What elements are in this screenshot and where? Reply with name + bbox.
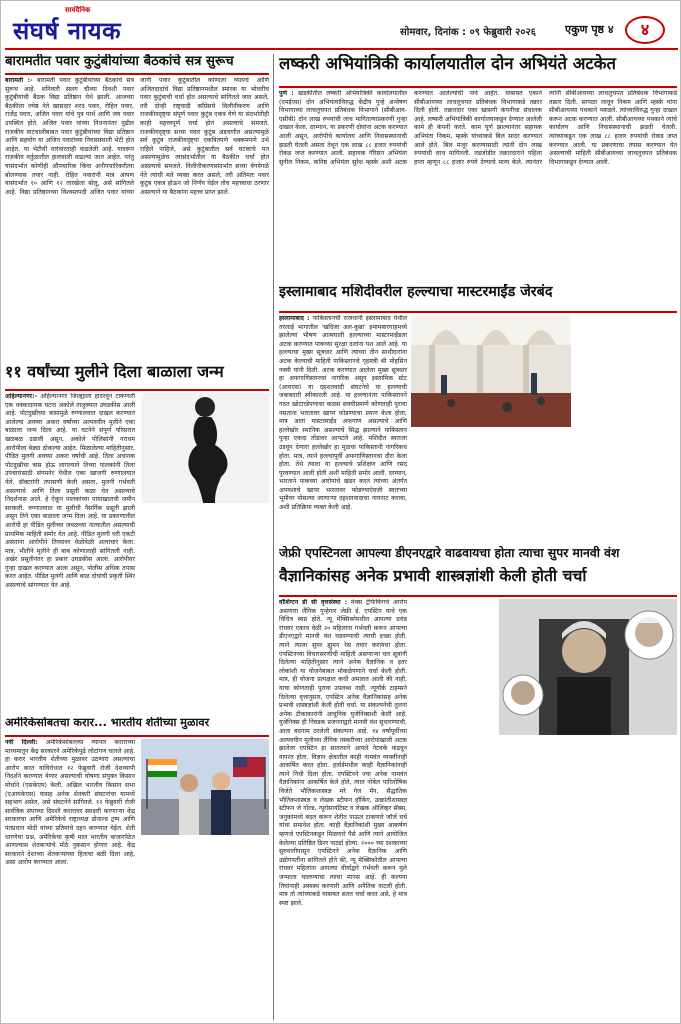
article-4-body bbox=[279, 90, 677, 270]
article-4-headline-box bbox=[279, 54, 677, 88]
article-6-headline-box bbox=[279, 546, 677, 568]
article-5-headline: इस्लामाबाद मशिदीवरील हल्ल्याचा मास्टरमाईंड जेरबंद bbox=[279, 284, 553, 300]
flags-leaders-icon bbox=[141, 739, 269, 835]
mosque-attack-image bbox=[411, 315, 571, 427]
article-6-dateline: वॉशिंग्टन डी सी वृत्तसंस्था : bbox=[279, 599, 348, 606]
article-6-body-mid bbox=[411, 599, 495, 1019]
article-3-headline-box bbox=[5, 717, 269, 737]
article-6-headline: जेफ्री एपस्टिनला आपल्या डीएनएद्वारे वाढवायचा होता त्याचा सुपर मानवी वंश bbox=[279, 546, 620, 560]
article-2-headline: ११ वर्षांच्या मुलीने दिला बाळाला जन्म bbox=[5, 363, 224, 381]
article-3-text: अमेरिकेसोबतच्या व्यापार कराराच्या माध्यमातून केंद्र सरकारने अमेरिकेपुढे लोटांगण घातले आहे. हा करार भारतीय शेतीच्या मुळावर उठणारा असल्याचा आरोप करत याविरोधात १२ फेब्रुवारी रोजी देशव्यापी निदर्शने करण्यात येणार असल्याची घोषणा संयुक्त किसान मोर्चाने (एसकेएम) केली. अखिल भारतीय किसान सभा (एआयकेएस) यासह अनेक शेतकरी संघटनांचा यामध्ये सहभाग असेल, असे संघटनेने सांगितले. १२ फेब्रुवारी रोजी सार्वत्रिक संपाच्या दिवशी करारावर स्वाक्षरी करणाऱ्या केंद्र सरकारचा आणि अमेरिकेचे राष्ट्राध्यक्ष डोनाल्ड ट्रम्प आणि पंतप्रधान मोदी यांच्या प्रतिमांचे दहन करण्यात येईल. शेती धारणेचा प्रश्न, अमेरिकेचा कृषी माल भारतीय बाजारपेठेत आणल्यास शेतकऱ्यांचे मोठे नुकसान होणार आहे. केंद्र सरकारने देशाच्या शेतकऱ्यांच्या हिताचा बळी दिला आहे, असा आरोप करण्यात आला. bbox=[5, 739, 135, 867]
page-number-badge: ४ bbox=[625, 16, 665, 44]
article-6-body-left bbox=[279, 599, 407, 1019]
article-5-rule bbox=[279, 311, 677, 313]
article-4-dateline: पुणे : bbox=[279, 90, 294, 97]
total-pages: एकुण पृष्ठ ४ bbox=[565, 23, 614, 36]
epstein-photo-collage bbox=[499, 599, 677, 735]
column-divider bbox=[273, 54, 274, 1020]
issue-date: सोमवार, दिनांक : ०९ फेब्रुवारी २०२६ bbox=[400, 27, 536, 38]
article-4-rule bbox=[279, 86, 677, 88]
article-3-body bbox=[5, 739, 135, 1019]
article-2-headline-box bbox=[5, 363, 269, 389]
silhouette-icon bbox=[141, 393, 269, 503]
newspaper-logo bbox=[7, 6, 157, 46]
article-1-headline: बारामतीत पवार कुटुंबीयांच्या बैठकांचे सत्र सुरूच bbox=[5, 54, 234, 69]
article-5-body-mid bbox=[411, 431, 571, 531]
article-4-text: खडकीतील लष्करी अभियांत्रिकी कार्यालयातील (एमईएस) दोन अभियंत्यांविरुद्ध केंद्रीय गुन्हे अन्वेषण विभागाच्या लाचलुचपत प्रतिबंधक विभागाने (सीबीआय-एसीबी) दोन लाख रुपयांची लाच मागितल्याप्रकरणी गुन्हा दाखल केला. दरम्यान, या प्रकरणी दोघांना अटक करण्यात आली असून, आरोपीचे कार्यालय आणि निवासस्थानाची झडती घेतली असता तेथून एक लाख ८८ हजार रुपयांची रोकड जप्त करण्यात आली. सहायक गॅरिसन अभियंता सुनील निकम, कनिष्ठ अभियंता सुरेश म्हस्के अशी अटक करण्यात आलेल्यांची नावे आहेत. याबाबत एकाने सीबीआयच्या लाचलुचपत प्रतिबंधक विभागाकडे तक्रार दिली होती. तक्रारदार एका खासगी कंपनीचा संचालक आहे. लष्करी अभियांत्रिकी कार्यालयाकडून देण्यात आलेली कामे ही कंपनी करते. काम पूर्ण झाल्यानंतर सहायक अभियंता निकम, म्हस्के यांच्याकडे बिल सादर करण्यात आले होते. बिल मंजूर करण्यासाठी त्यांनी दोन लाख रुपयांची लाच मागितली. तडजोडीत तक्रारदाराने पहिला हप्ता म्हणून ८८ हजार रुपये देण्याचे मान्य केले. त्यानंतर त्यांनी सीबीआयच्या लाचलुचपत प्रतिबंधक विभागाकडे तक्रार दिली. सापळा लावून निकम आणि म्हस्के यांना सीबीआयच्या पथकाने पकडले. त्यांच्याविरुद्ध गुन्हा दाखल करून अटक करण्यात आली. सीबीआयच्या पथकाने त्यांचे कार्यालय आणि निवासस्थानाची झडती घेतली. त्यांच्याकडून एक लाख ८८ हजार रुपयांची रोकड जप्त करण्यात आली. या प्रकरणाचा तपास करण्यात येत असल्याची माहिती सीबीआयच्या लाचलुचपत प्रतिबंधक विभागाकडून देण्यात आली. bbox=[279, 90, 677, 166]
article-5-text: पाकिस्तानची राजधानी इस्लामाबाद येथील तरलाई भागातील 'खदिजा अल-कुब्रा' इमामबारगाहमध्ये झालेल्या भीषण आत्मघाती हल्ल्याच्या मास्टरमाईंडला अटक करण्यात पाकच्या सुरक्षा दलांना यश आले आहे. या हल्ल्याचा मुख्य सूत्रधार आणि त्याच्या तीन साथीदारांना अटक केल्याची माहिती पाकिस्तानचे गृहमंत्री श्री मोहसिन नक्वी यांनी दिली. अटक करण्यात आलेला मुख्य सूत्रधार हा अफगाणिस्तानचा नागरिक असून इस्लामिक स्टेट (आयएस) या दहशतवादी संघटनेचे या हल्ल्याची जबाबदारी स्वीकारली आहे. या हल्ल्यानंतर पाकिस्तानने गठत खोटारडेपणाचा कळस सवयीप्रमाणे कोणताही पुरावा नसताना भारतावर खापर फोडण्याचा प्रयत्न केला होता; मात्र आता मास्टरमाईंड अफगाण असल्याचे आणि हल्लेखोर स्थानिक असल्याचे सिद्ध झाल्याने पाकिस्तान पुन्हा एकदा तोंडावर आपटले आहे. मशिदीत स्वतःला उडवून देणारा हल्लेखोर हा मूळचा पाकिस्तानी नागरिकच होता. मात्र, त्याने हल्ल्यापूर्वी अफगाणिस्तानचा दौरा केला होता. तेथे त्याला या हल्ल्याचे प्रशिक्षण आणि रसद पुरवण्यात आली होती अशी माहिती समोर आली. दरम्यान, भारताने पाकच्या आरोपांचे खंडन करत त्यांच्या अंतर्गत अपयशाचे खापर भारतावर फोडण्याऐवजी स्वतःच्या भूमीवर पोसल्या जाणाऱ्या दहशतवादाचा नायनाट करावा, अशी प्रतिक्रिया व्यक्त केली आहे. bbox=[279, 315, 407, 512]
article-1-rule bbox=[5, 73, 269, 75]
masthead-tag: सायंदैनिक bbox=[65, 6, 91, 14]
article-6-subheadline-box bbox=[279, 567, 677, 595]
article-3-dateline: नवी दिल्ली: bbox=[5, 739, 38, 746]
article-2-body-right bbox=[141, 506, 269, 711]
article-5-body-left bbox=[279, 315, 407, 531]
portraits-icon bbox=[499, 599, 677, 735]
article-1-body bbox=[5, 77, 269, 357]
pregnant-silhouette-image bbox=[141, 393, 269, 503]
article-6-subheadline: वैज्ञानिकांसह अनेक प्रभावी शास्त्रज्ञांशी केली होती चर्चा bbox=[279, 567, 587, 585]
article-3-body-right bbox=[141, 839, 269, 1019]
article-5-dateline: इस्लामाबाद : bbox=[279, 315, 310, 322]
article-3-rule bbox=[5, 735, 269, 737]
masthead bbox=[5, 4, 678, 50]
article-2-dateline: अहिल्यानगर:- bbox=[5, 393, 38, 400]
article-2-body-left bbox=[5, 393, 135, 713]
newspaper-title: संघर्ष नायक bbox=[13, 17, 122, 45]
article-1-text: बारामती पवार कुटुंबीयांच्या बैठकांचे सत्र सुरूच आहे. शनिवारी सलग चौथ्या दिवशी पवार कुटुंबीयांची बैठक विद्या प्रतिष्ठान येथे झाली. आजच्या बैठकीला ज्येष्ठ नेते खासदार शरद पवार, रोहित पवार, राजेंद्र पवार, अजित पवार यांचे पुत्र पार्थ आणि जय पवार उपस्थित होते. अजित पवार यांच्या निधनानंतर पुढील राजकीय वाटचालीबाबत पवार कुटुंबीयांच्या विद्या प्रतिष्ठान आणि सहयोग या अजित पवारांच्या निवासस्थानी भेटी होत आहेत. या भेटीची वारंवारताही वाढलेली आहे. यावरून राजकीय वर्तुळातील हालचाली वाढल्या जात आहेत. परंतु यासंदर्भात कोणीही औपचारिक किंवा अनौपचारिकरीत्या बोलण्यास तयार नाही. रोहित पवारांनी मात्र आपण यासंदर्भात १० आणि १२ तारखेला बोलू, असे सांगितले आहे. विद्या प्रतिष्ठानच्या विश्वस्तपदी अजित पवार यांच्या जागी पवार कुटुंबातील कोणाला घ्यायचे आणि अजितदादांचे विद्या प्रतिष्ठानमधील स्मारक या भोवतीच पवार कुटुंबाची चर्चा होत असल्याचे सांगितले जात असले, तरी दोन्ही राष्ट्रवादी काँग्रेसचे विलीनीकरण आणि राजकीयदृष्ट्या संपूर्ण पवार कुटुंब एकत्र येणे या संदर्भातीही काही महत्त्वपूर्ण चर्चा होत असल्याचे समजते. राजकीयदृष्ट्या सध्या पवार कुटुंब अडचणीत असल्यामुळे सर्व कुटुंब राजकीयदृष्ट्या एकत्रितपणे भक्कमपणे उभे राहिले पाहिजे, असे कुटुंबातील सर्व घटकांचे मत असल्यामुळेच त्यासंदर्भातील या बैठकीत चर्चा होत असल्याचे समजते. विलीनीकरणासंदर्भात सध्या वेगवेगळे नेते त्यांची मते व्यक्त करत असले, तरी अतिमतः पवार कुटुंब एकत्र होऊन जो निर्णय घेईल तोच महत्त्वाचा ठरणार असल्याने या बैठकांना महत्त्व प्राप्त झाले. bbox=[5, 77, 269, 196]
article-6-body-right bbox=[499, 739, 677, 1019]
article-3-headline: अमेरिकेसोबतचा करार... भारतीय शेतीच्या मुळावर bbox=[5, 717, 210, 729]
article-5-body-right bbox=[575, 315, 677, 531]
article-1-dateline: बारामती :- bbox=[5, 77, 33, 84]
article-6-text: मेक्स ट्रेफिकिंगचे आरोप असणारा लैंगिक गुन्हेगार जेफ्री ई. एपस्टिन याचे एक विचित्र स्वप्न होते. न्यू मेक्सिकोमधील आपल्या प्रचंड रांचवर एकाच वेळी २० महिलांना गर्भवती करून आपल्या डीएनएद्वारे मानवी वंश घडवण्याची त्याची इच्छा होती. त्याने त्याला सुपर ह्युमन रेस तयार करायचा होता. एपस्टिनच्या विचारसरणीची माहिती असणाऱ्या चार सूत्रांनी दिलेल्या माहितीनुसार त्याने अनेक वैज्ञानिक व इतर लोकांशी या योजनेबाबत मोकळेपणाने चर्चा केली होती. मात्र, ही योजना प्रत्यक्षात कधी अमलात आली की नाही, याचा कोणताही पुरावा उपलब्ध नाही. न्यूयॉर्क टाइम्सने दिलेल्या वृत्तानुसार, एपस्टिन अनेक वैज्ञानिकांसह अनेक प्रभावी शास्त्रज्ञांशी केली होती चर्चा. या संकल्पनेची तुलना अनेक टीकाकारांनी आधुनिक युजेनिक्सशी केली आहे. युजेनिक्स ही निवडक प्रजननाद्वारे मानवी वंश सुधारण्याची, आता बदनाम ठरलेली संकल्पना आहे. १४ वर्षांपूर्वीच्या अल्पवयीन मुलीच्या लैंगिक तस्करीच्या आरोपांखाली अटक झालेला एपस्टिन हा सातत्याने आपले नेटवर्क वाढवून वापरत होता. विज्ञान क्षेत्रातील काही नामवंत व्यक्तींनाही आकर्षित करत होता. हार्वर्डमधील काही वैज्ञानिकांनाही त्याने निधी दिला होता. एपस्टिनने ज्या अनेक नामवंत वैज्ञानिकांना आकर्षित केले होते, त्यात नोबेल पारितोषिक विजेते भौतिकशास्त्रज्ञ मरे गेल मॅन, सैद्धांतिक भौतिकशास्त्रज्ञ व लेखक स्टीफन हॉकिंग, उत्क्रांतीशास्त्रज्ञ स्टीफन जे गोल्ड, न्यूरोसायंटिस्ट व लेखक ऑलिव्हर सॅक्स, जनुकांमध्ये बदल करून शेतीत पाऊल टाकणारे जॉर्ज चर्च यांचा समावेश होता. काही वैज्ञानिकांशी मुख्य आकर्षण म्हणजे एपस्टिनकडून मिळणारे पैसे आणि त्याने आयोजित केलेल्या प्रतिष्ठित डिनर पार्ट्या होत्या. २००० च्या दशकाच्या सुरुवातीपासून एपस्टिनने अनेक वैज्ञानिक आणि उद्योगपतींना सांगितले होते की, न्यू मेक्सिकोतील आपल्या रांचवर महिलांना आपल्या वीर्याद्वारे गर्भवती करून मुले जन्माला घालण्याचा त्याचा मानस आहे. ही कल्पना तिघांनाही अस्वस्थ करणारी आणि अनैतिक वाटली होती. मात्र तो त्यांच्याकडे याबाबत सतत चर्चा करत असे, हे मात्र स्पष्ट झाले. bbox=[279, 599, 407, 907]
article-2-text: अहिल्यानगर जिल्ह्याला हादरवून टाकणारी एक धक्कादायक घटना अकोले तालुक्यात उघडकीस आली आहे. पोटदुखीच्या त्रासामुळे रुग्णालयात दाखल करण्यात आलेल्या अवघ्या अकरा वर्षांच्या अल्पवयीन मुलीने एका बाळाला जन्म दिला आहे. या घटनेने संपूर्ण परिसरात खळबळ उडाली असून, अकोले पोलिसांनी नराधम आरोपीला बेड्या ठोकल्या आहेत. मिळालेल्या माहितीनुसार, पीडित मुलगी अवघ्या अकरा वर्षांची आहे. तिला अचानक पोटदुखीचा त्रास होऊ लागल्याने तिच्या पालकांनी तिला उपचारासाठी संगमनेर येथील एका खाजगी रुग्णालयात नेले. डॉक्टरांनी तपासणी केली असता, मुलगी गर्भवती असल्याचे आणि तिला प्रसूती कळा येत असल्याचे निदर्शनास आले. हे ऐकून पालकांच्या पायाखालची जमीन सरकली. रुग्णालयात या मुलीची नैसर्गिक प्रसूती झाली असून तिने एका बाळाला जन्म दिला आहे. या प्रकरणातील आरोपी हा पीडित मुलीच्या जवळच्या नात्यातील असल्याची प्राथमिक माहिती समोर येत आहे. पीडित मुलगी घरी एकटी असताना आरोपीने तिच्यावर वेळोवेळी अत्याचार केला. मात्र, भीतीने मुलीने ही बाब कोणालाही सांगितली नाही. अखेर प्रसूतीनंतर हा प्रकार उघडकीस आला. आरोपीवर गुन्हा दाखल करण्यात आला असून, पोलीस अधिक तपास करत आहेत. पीडित मुलगी आणि बाळ दोघांची प्रकृती स्थिर असल्याचे सांगण्यात येत आहे. bbox=[5, 393, 135, 590]
article-2-rule bbox=[5, 389, 269, 391]
article-5-headline-box bbox=[279, 284, 677, 312]
mosque-debris-icon bbox=[411, 315, 571, 427]
article-6-rule bbox=[279, 595, 677, 597]
article-4-headline: लष्करी अभियांत्रिकी कार्यालयातील दोन अभियंते अटकेत bbox=[279, 54, 616, 73]
trade-deal-image bbox=[141, 739, 269, 835]
